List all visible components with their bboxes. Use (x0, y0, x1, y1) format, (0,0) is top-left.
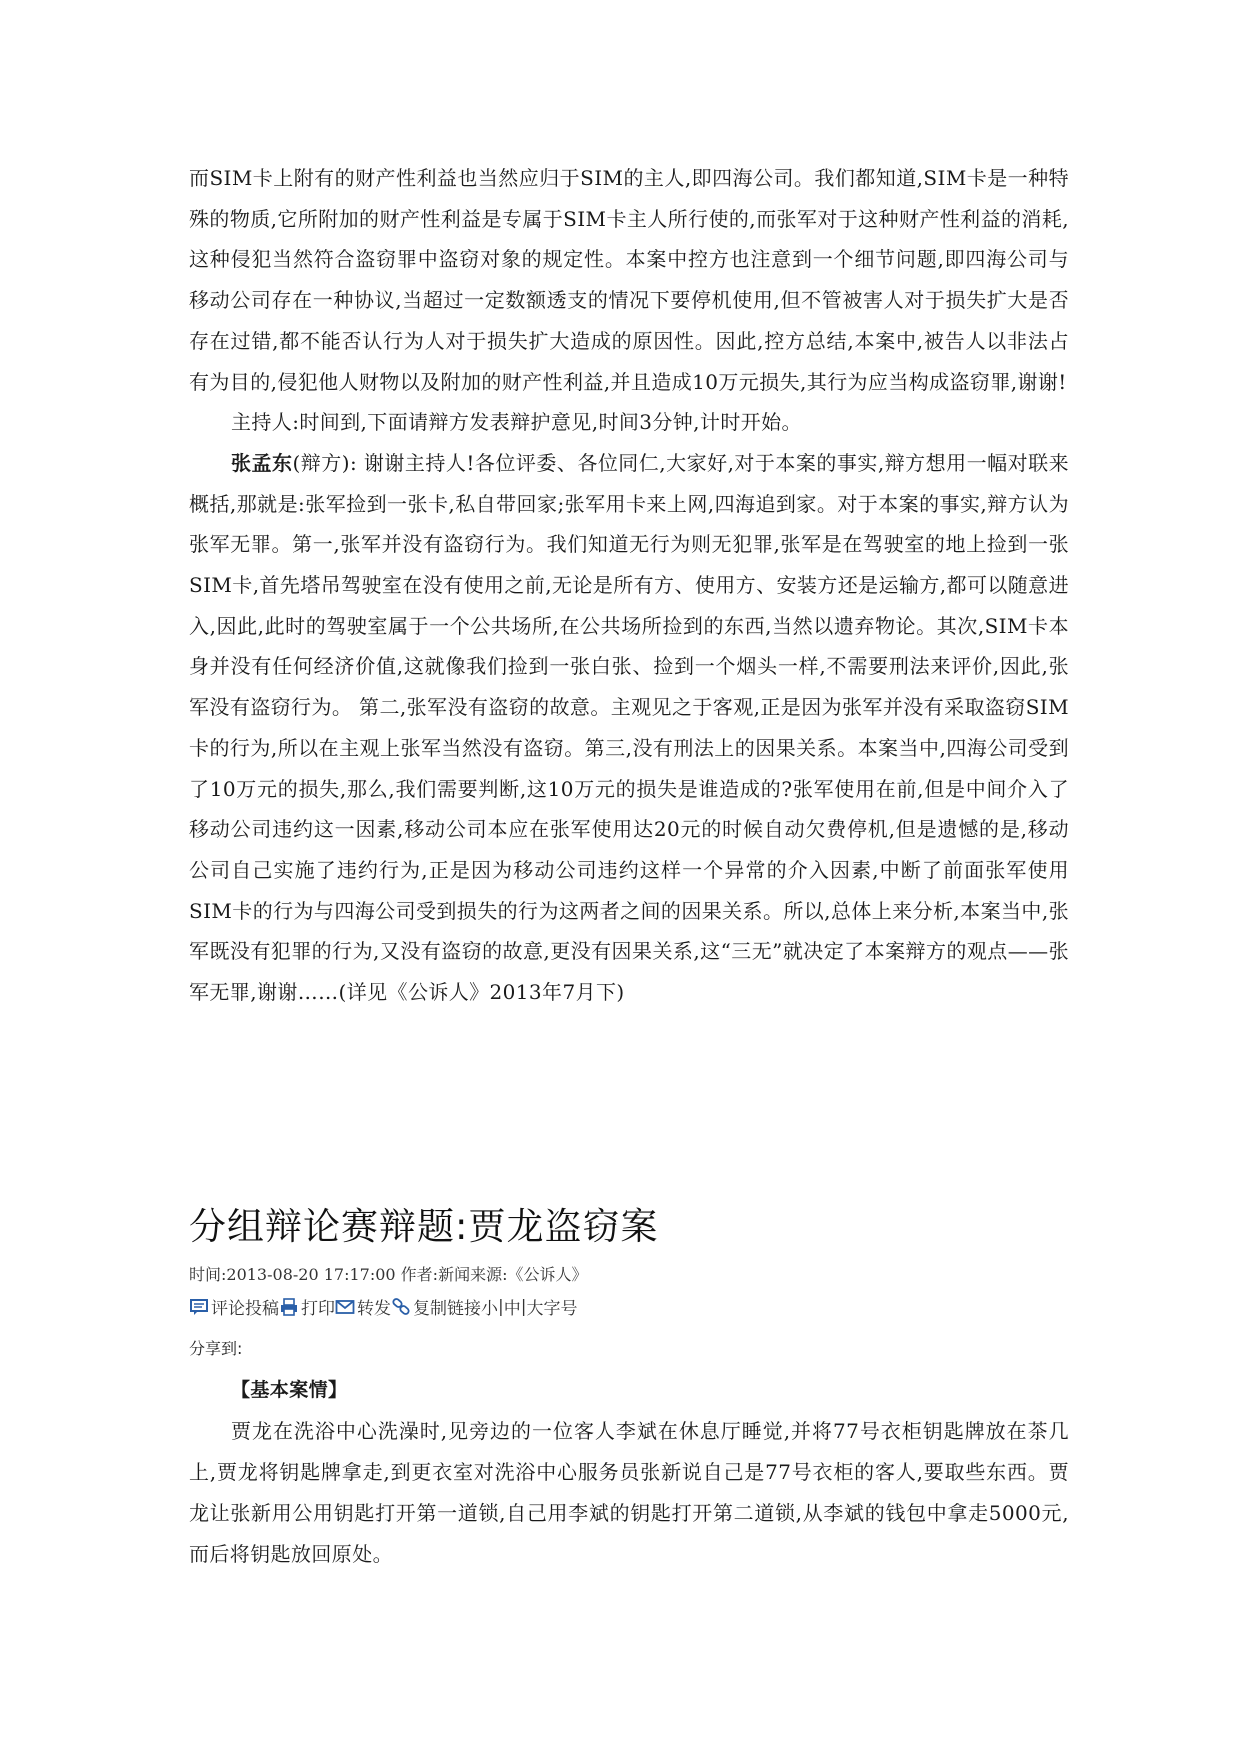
printer-icon (279, 1298, 299, 1316)
font-size-separator: | (498, 1296, 504, 1317)
envelope-icon (335, 1298, 355, 1316)
defense-paragraph (189, 443, 1069, 1013)
case-heading: 【基本案情】 (231, 1379, 348, 1401)
comment-icon (189, 1298, 209, 1316)
font-size-medium[interactable]: 中 (503, 1299, 521, 1319)
print-label: 打印 (301, 1299, 335, 1319)
case-text: 贾龙在洗浴中心洗澡时,见旁边的一位客人李斌在休息厅睡觉,并将77号衣柜钥匙牌放在茶几上,贾龙将钥匙牌拿走,到更衣室对洗浴中心服务员张新说自己是77号衣柜的客人,要取些东西。贾龙让张新用公用钥匙打开第一道锁,自己用李斌的钥匙打开第二道锁,从李斌的钱包中拿走5000元,而后将钥匙放回原处。 (189, 1419, 1069, 1566)
font-size-large[interactable]: 大字号 (526, 1299, 578, 1319)
comment-link[interactable] (189, 1294, 279, 1319)
share-label: 分享到: (189, 1339, 243, 1358)
debate-transcript (189, 158, 1069, 1013)
font-size-small[interactable]: 小 (481, 1299, 498, 1319)
prosecution-closing-paragraph: 而SIM卡上附有的财产性利益也当然应归于SIM的主人,即四海公司。我们都知道,SIM卡是一种特殊的物质,它所附加的财产性利益是专属于SIM卡主人所行使的,而张军对于这种财产性利益的消耗,这种侵犯当然符合盗窃罪中盗窃对象的规定性。本案中控方也注意到一个细节问题,即四海公司与移动公司存在一种协议,当超过一定数额透支的情况下要停机使用,但不管被害人对于损失扩大是否存在过错,都不能否认行为人对于损失扩大造成的原因性。因此,控方总结,本案中,被告人以非法占有为目的,侵犯他人财物以及附加的财产性利益,并且造成10万元损失,其行为应当构成盗窃罪,谢谢! (189, 166, 1069, 394)
comment-label: 评论投稿 (211, 1299, 279, 1319)
print-link[interactable] (279, 1294, 335, 1319)
copy-link-label: 复制链接 (413, 1299, 481, 1319)
speaker-role: (辩方): (292, 450, 358, 475)
forward-link[interactable] (335, 1294, 391, 1319)
defense-text: 谢谢主持人!各位评委、各位同仁,大家好,对于本案的事实,辩方想用一幅对联来概括,那就是:张军捡到一张卡,私自带回家;张军用卡来上网,四海追到家。对于本案的事实,辩方认为张军无罪。第一,张军并没有盗窃行为。我们知道无行为则无犯罪,张军是在驾驶室的地上捡到一张SIM卡,首先塔吊驾驶室在没有使用之前,无论是所有方、使用方、安装方还是运输方,都可以随意进入,因此,此时的驾驶室属于一个公共场所,在公共场所捡到的东西,当然以遗弃物论。其次,SIM卡本身并没有任何经济价值,这就像我们捡到一张白张、捡到一个烟头一样,不需要刑法来评价,因此,张军没有盗窃行为。 第二,张军没有盗窃的故意。主观见之于客观,正是因为张军并没有采取盗窃SIM卡的行为,所以在主观上张军当然没有盗窃。第三,没有刑法上的因果关系。本案当中,四海公司受到了10万元的损失,那么,我们需要判断,这10万元的损失是谁造成的?张军使用在前,但是中间介入了移动公司违约这一因素,移动公司本应在张军使用达20元的时候自动欠费停机,但是遗憾的是,移动公司自己实施了违约行为,正是因为移动公司违约这样一个异常的介入因素,中断了前面张军使用SIM卡的行为与四海公司受到损失的行为这两者之间的因果关系。所以,总体上来分析,本案当中,张军既没有犯罪的行为,又没有盗窃的故意,更没有因果关系,这“三无”就决定了本案辩方的观点——张军无罪,谢谢……(详见《公诉人》2013年7月下) (189, 450, 1069, 1005)
case-section (189, 1370, 1069, 1575)
article-meta: 时间:2013-08-20 17:17:00 作者:新闻来源:《公诉人》 (189, 1265, 588, 1284)
host-announcement: 主持人:时间到,下面请辩方发表辩护意见,时间3分钟,计时开始。 (231, 410, 802, 435)
article-toolbar (189, 1294, 577, 1319)
forward-label: 转发 (357, 1299, 391, 1319)
article-title: 分组辩论赛辩题:贾龙盗窃案 (189, 1205, 659, 1248)
speaker-name: 张孟东 (231, 450, 293, 475)
link-icon (391, 1298, 411, 1316)
copy-link-button[interactable] (391, 1294, 481, 1319)
font-size-separator: | (520, 1296, 527, 1317)
